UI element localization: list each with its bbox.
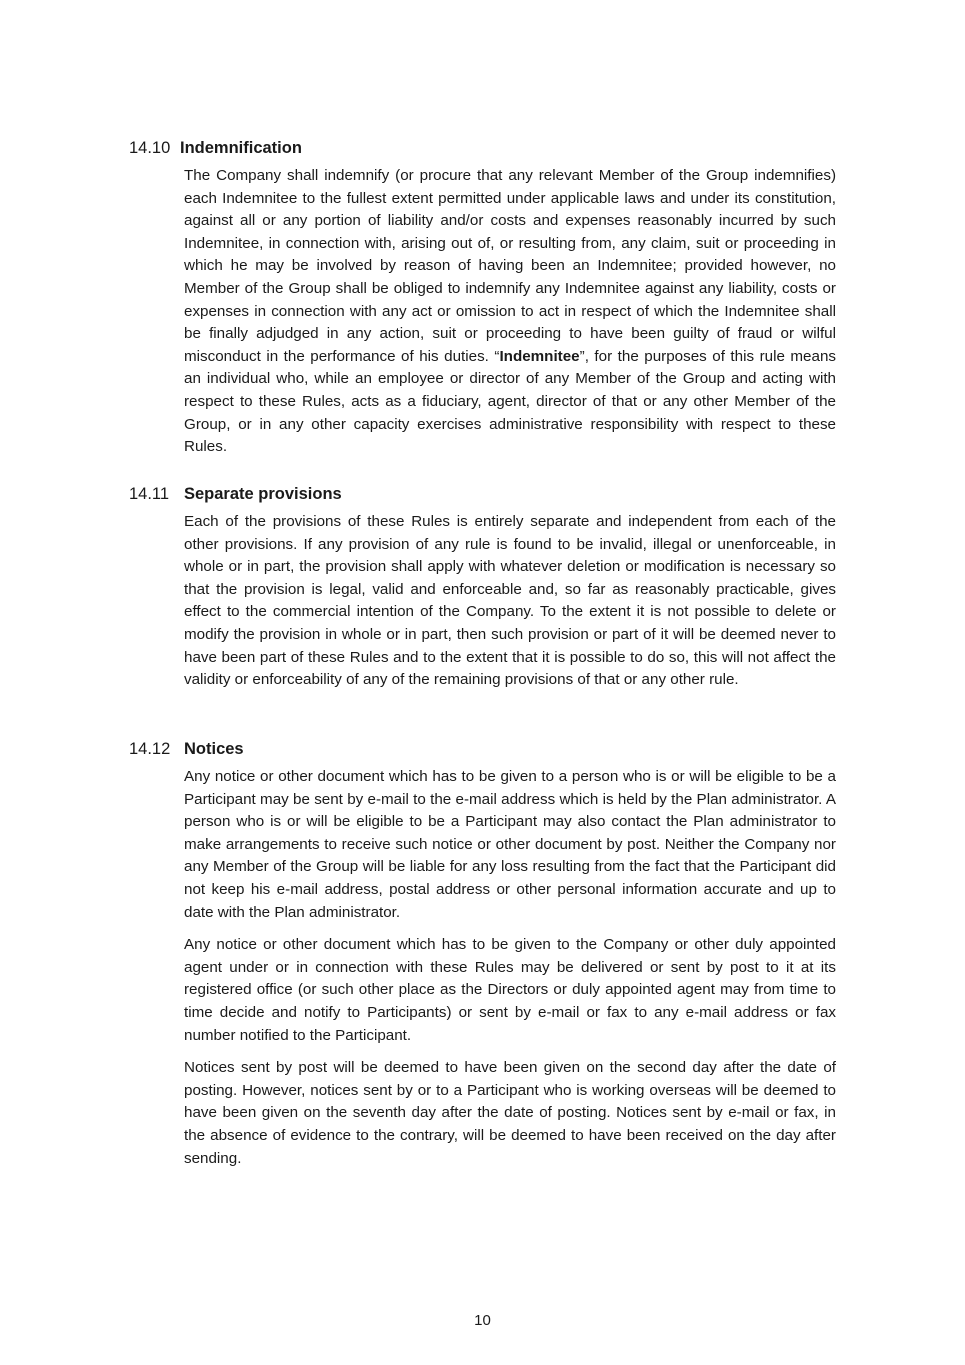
section-paragraph: Any notice or other document which has to be given to a person who is or will be eligible to be a Participant may be sent by e-mail to the e-mail address which is held by the Plan administrator. A person who is or will be eligible to be a Participant may also contact the Plan administrator to make arrangements to receive such notice or other document by post. Neither the Company nor any Member of the Group will be liable for any loss resulting from the fact that the Participant did not keep his e-mail address, postal address or other personal information accurate and up to date with the Plan administrator. <box>184 768 836 921</box>
section-title: Notices <box>184 740 244 758</box>
section-number: 14.12 <box>129 740 171 758</box>
section-notices <box>129 738 839 1180</box>
section-heading <box>129 137 839 159</box>
section-paragraph: Any notice or other document which has to be given to the Company or other duly appointed agent under or in connection with these Rules may be delivered or sent by post to it at its registered office (or such other place as the Directors or duly appointed agent may from time to time decide and notify to Participants) or sent by e-mail or fax to any e-mail address or fax number notified to the Participant. <box>184 936 836 1044</box>
paragraph-text: The Company shall indemnify (or procure that any relevant Member of the Group indemnifies) each Indemnitee to the fullest extent permitted under applicable laws and under its constitution, against all or any portion of liability and/or costs and expenses reasonably incurred by such Indemnitee, in connection with, arising out of, or resulting from, any claim, suit or proceeding in which he may be involved by reason of having been an Indemnitee; provided however, no Member of the Group shall be obliged to indemnify any Indemnitee against any liability, costs or expenses in connection with any act or omission to act in respect of which the Indemnitee shall be finally adjudged in any action, suit or proceeding to have been guilty of fraud or wilful misconduct in the performance of his duties. “ <box>184 167 836 365</box>
section-heading <box>129 738 839 760</box>
section-number: 14.10 <box>129 139 171 157</box>
section-indemnification <box>129 137 839 469</box>
section-paragraph <box>184 165 836 459</box>
paragraph-text: ”, for the purposes of this rule means an individual who, while an employee or director of any Member of the Group and acting with respect to these Rules, acts as a fiduciary, agent, director of that or any other Member of the Group, or in any other capacity exercises administrative responsibility with respect to these Rules. <box>184 347 836 456</box>
section-title: Indemnification <box>180 139 302 157</box>
section-title: Separate provisions <box>184 485 342 503</box>
page-number: 10 <box>474 1312 491 1329</box>
defined-term: Indemnitee <box>499 347 580 365</box>
section-separate-provisions <box>129 483 839 702</box>
section-paragraph: Each of the provisions of these Rules is entirely separate and independent from each of the other provisions. If any provision of any rule is found to be invalid, illegal or unenforceable, in whole or in part, the provision shall apply with whatever deletion or modification is necessary so that the provision is legal, valid and enforceable and, so far as reasonably practicable, gives effect to the commercial intention of the Company. To the extent it is not possible to delete or modify the provision in whole or in part, then such provision or part of it will be deemed never to have been part of these Rules and to the extent that it is possible to do so, this will not affect the validity or enforceability of any of the remaining provisions of that or any other rule. <box>184 513 836 689</box>
section-number: 14.11 <box>129 485 170 503</box>
section-heading <box>129 483 839 505</box>
section-paragraph: Notices sent by post will be deemed to have been given on the second day after the date of posting. However, notices sent by or to a Participant who is working overseas will be deemed to have been given on the seventh day after the date of posting. Notices sent by e-mail or fax, in the absence of evidence to the contrary, will be deemed to have been received on the day after sending. <box>184 1059 836 1167</box>
